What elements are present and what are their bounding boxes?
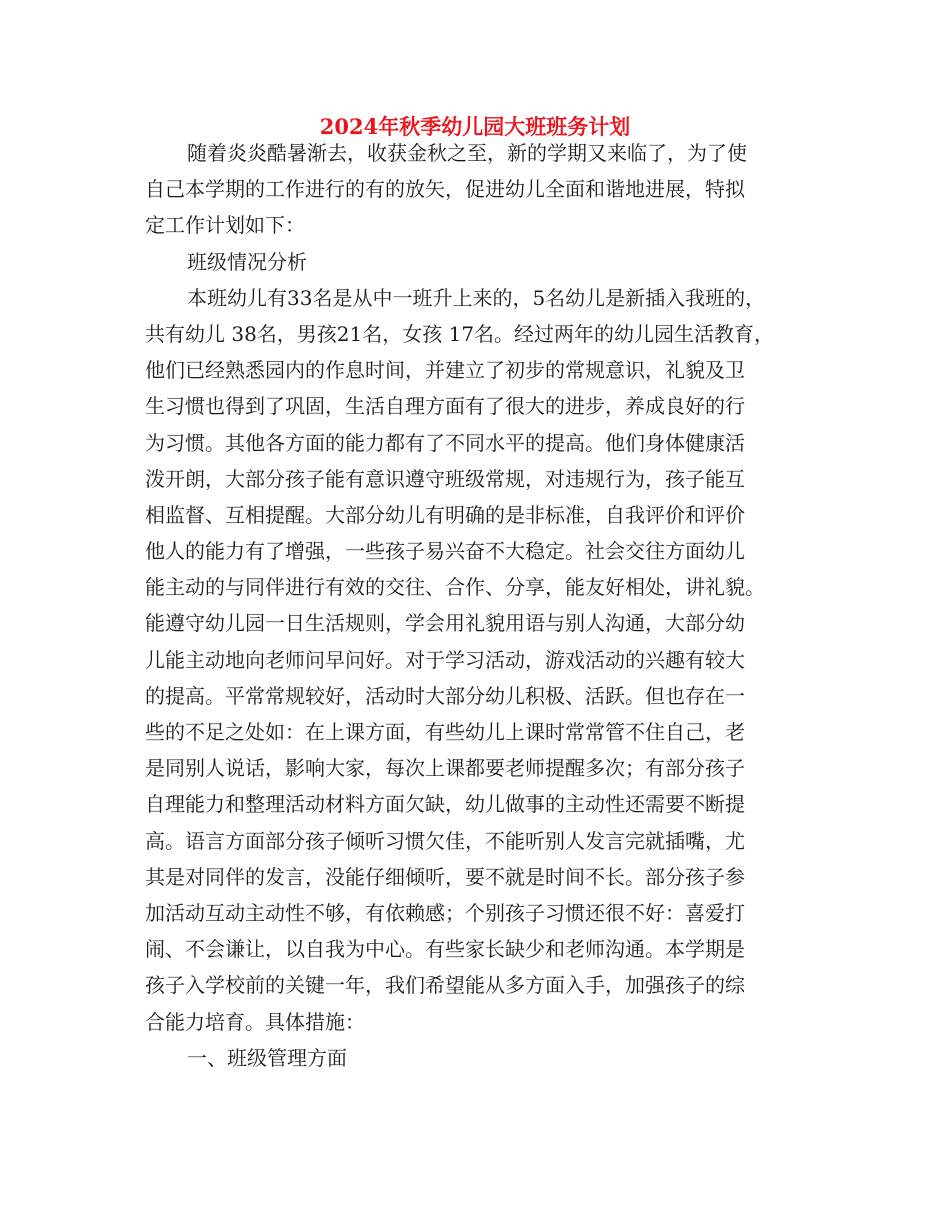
text-line: 他人的能力有了增强，一些孩子易兴奋不大稳定。社会交往方面幼儿 <box>145 539 745 564</box>
text-line: 其是对同伴的发言，没能仔细倾听，要不就是时间不长。部分孩子参 <box>145 864 745 889</box>
text-line: 生习惯也得到了巩固，生活自理方面有了很大的进步，养成良好的行 <box>145 394 745 419</box>
text-line: 闹、不会谦让，以自我为中心。有些家长缺少和老师沟通。本学期是 <box>145 937 745 962</box>
text-line: 泼开朗，大部分孩子能有意识遵守班级常规，对违规行为，孩子能互 <box>145 466 745 491</box>
text-line: 的提高。平常常规较好，活动时大部分幼儿积极、活跃。但也存在一 <box>145 683 745 708</box>
text-line: 他们已经熟悉园内的作息时间，并建立了初步的常规意识，礼貌及卫 <box>145 358 745 383</box>
text-line: 本班幼儿有33名是从中一班升上来的，5名幼儿是新插入我班的， <box>187 285 766 310</box>
text-line: 高。语言方面部分孩子倾听习惯欠佳，不能听别人发言完就插嘴，尤 <box>145 828 745 853</box>
text-line: 能遵守幼儿园一日生活规则，学会用礼貌用语与别人沟通，大部分幼 <box>145 611 745 636</box>
text-line: 相监督、互相提醒。大部分幼儿有明确的是非标准，自我评价和评价 <box>145 502 745 527</box>
text-line: 自己本学期的工作进行的有的放矢，促进幼儿全面和谐地进展，特拟 <box>145 177 745 202</box>
text-line: 为习惯。其他各方面的能力都有了不同水平的提高。他们身体健康活 <box>145 430 745 455</box>
document-body <box>145 135 825 1076</box>
text-line: 自理能力和整理活动材料方面欠缺，幼儿做事的主动性还需要不断提 <box>145 792 745 817</box>
text-line: 共有幼儿 38名，男孩21名，女孩 17名。经过两年的幼儿园生活教育， <box>145 321 775 346</box>
document-title: 2024年秋季幼儿园大班班务计划 <box>319 114 631 139</box>
text-line: 孩子入学校前的关键一年，我们希望能从多方面入手，加强孩子的综 <box>145 973 745 998</box>
text-line: 定工作计划如下： <box>145 213 305 238</box>
text-line: 能主动的与同伴进行有效的交往、合作、分享，能友好相处，讲礼貌。 <box>145 575 765 600</box>
text-line: 一、班级管理方面 <box>187 1045 347 1070</box>
text-line: 加活动互动主动性不够，有依赖感；个别孩子习惯还很不好：喜爱打 <box>145 900 745 925</box>
text-line: 儿能主动地向老师问早问好。对于学习活动，游戏活动的兴趣有较大 <box>145 647 745 672</box>
text-line: 是同别人说话，影响大家，每次上课都要老师提醒多次；有部分孩子 <box>145 756 745 781</box>
text-line: 些的不足之处如：在上课方面，有些幼儿上课时常常管不住自己，老 <box>145 720 745 744</box>
text-line: 合能力培育。具体措施： <box>145 1009 365 1034</box>
text-line: 班级情况分析 <box>187 249 307 274</box>
text-line: 随着炎炎酷暑渐去，收获金秋之至，新的学期又来临了，为了使 <box>187 141 747 165</box>
